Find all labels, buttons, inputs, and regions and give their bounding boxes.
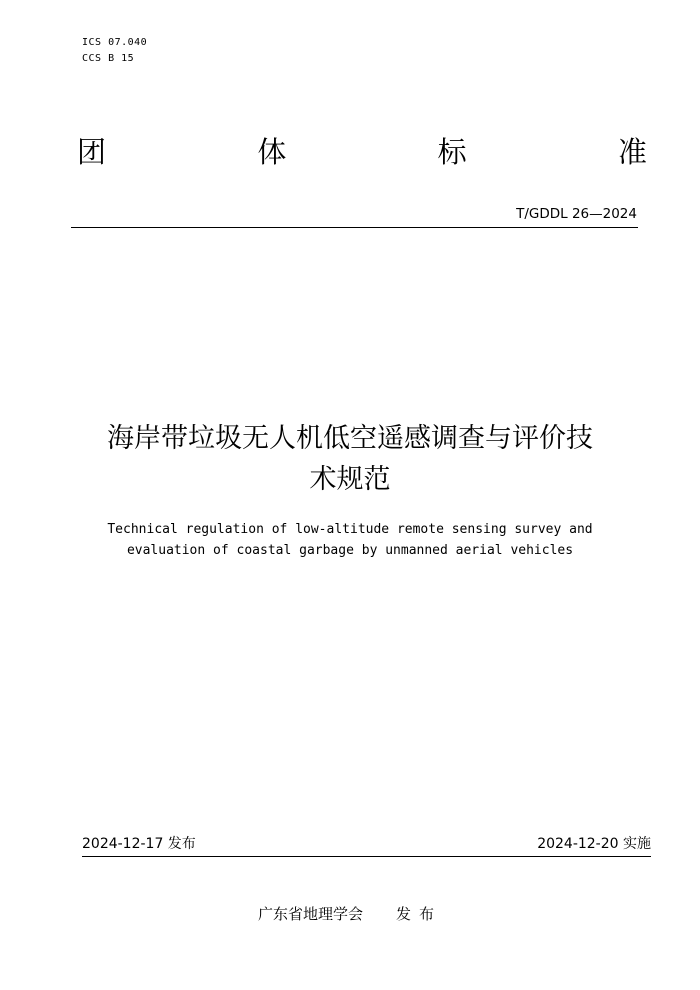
ics-code: ICS 07.040 bbox=[82, 37, 148, 48]
bottom-divider bbox=[82, 856, 651, 857]
standard-type-heading bbox=[77, 132, 647, 172]
chinese-title-line: 海岸带垃圾无人机低空遥感调查与评价技 bbox=[107, 423, 593, 454]
publisher-organization: 广东省地理学会 bbox=[257, 905, 363, 923]
standard-number: T/GDDL 26—2024 bbox=[516, 206, 637, 222]
chinese-title-line: 术规范 bbox=[309, 464, 391, 495]
publisher-line bbox=[0, 904, 700, 924]
effective-date: 2024-12-20 实施 bbox=[537, 836, 651, 852]
ccs-code: CCS B 15 bbox=[82, 53, 135, 64]
classification-codes bbox=[82, 35, 147, 67]
standard-type-char: 体 bbox=[257, 135, 287, 169]
standard-type-char: 标 bbox=[437, 135, 467, 169]
issue-date: 2024-12-17 发布 bbox=[82, 836, 196, 852]
english-title-line: Technical regulation of low-altitude remote sensing survey and bbox=[107, 522, 593, 537]
standard-type-char: 准 bbox=[617, 135, 647, 169]
chinese-title bbox=[40, 418, 660, 500]
english-title bbox=[40, 519, 660, 561]
top-divider bbox=[71, 227, 638, 228]
standard-type-char: 团 bbox=[77, 135, 107, 169]
publish-label: 发布 bbox=[396, 905, 443, 923]
english-title-line: evaluation of coastal garbage by unmanned aerial vehicles bbox=[126, 543, 574, 558]
